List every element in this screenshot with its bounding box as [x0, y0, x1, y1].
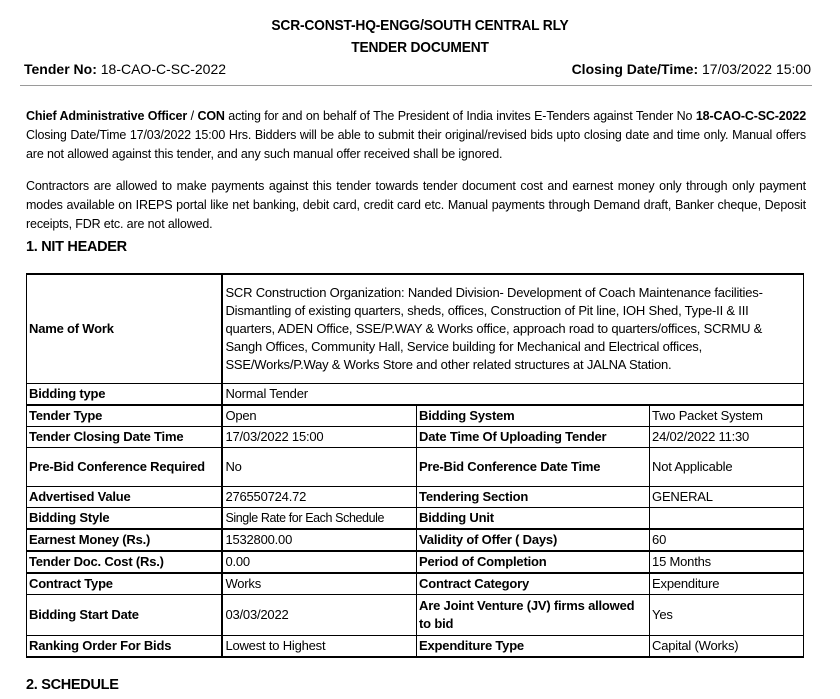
row-label: Bidding Style	[27, 508, 223, 530]
row-label: Earnest Money (Rs.)	[27, 529, 223, 551]
row-value: Single Rate for Each Schedule	[222, 508, 416, 530]
closing-date-label: Closing Date/Time:	[571, 61, 699, 77]
tender-number-label: Tender No:	[24, 61, 97, 77]
row-value: 24/02/2022 11:30	[650, 427, 804, 448]
row-value: No	[222, 448, 416, 487]
name-of-work-value: SCR Construction Organization: Nanded Division- Development of Coach Maintenance facilities- Dismantling of existing quarters, sheds, offices, Construction of Pit line, IOH Shed, Type-II & III quarters, ADEN Office, SSE/P.WAY & Works office, approach road to quarters/offices, SCRMU & Sangh Offices, Community Hall, Service building for Mechanical and Electrical offices, SSE/Works/P.Way & Works Store and other related structures at JALNA Station.	[222, 274, 803, 384]
tender-number	[24, 61, 226, 77]
table-row	[27, 573, 804, 595]
table-row	[27, 427, 804, 448]
row-value: Two Packet System	[650, 405, 804, 427]
table-row	[27, 487, 804, 508]
row-value: Capital (Works)	[650, 636, 804, 658]
row-value: 15 Months	[650, 551, 804, 573]
row-label: Expenditure Type	[417, 636, 650, 658]
row-label: Pre-Bid Conference Date Time	[417, 448, 650, 487]
row-label: Tender Type	[27, 405, 223, 427]
row-value: Yes	[650, 595, 804, 636]
document-title: SCR-CONST-HQ-ENGG/SOUTH CENTRAL RLY	[271, 17, 569, 34]
row-label: Tendering Section	[417, 487, 650, 508]
row-label: Bidding System	[417, 405, 650, 427]
row-value: Works	[222, 573, 416, 595]
table-row	[27, 636, 804, 658]
row-label: Tender Doc. Cost (Rs.)	[27, 551, 223, 573]
closing-date-time	[572, 61, 811, 77]
closing-date-value: 17/03/2022 15:00	[702, 61, 811, 77]
table-row	[27, 448, 804, 487]
officer-separator: /	[187, 109, 198, 123]
table-row	[27, 274, 804, 384]
name-of-work-label: Name of Work	[27, 274, 223, 384]
table-row	[27, 595, 804, 636]
intro-text-2: Closing Date/Time 17/03/2022 15:00 Hrs. Bidders will be able to submit their original/revised bids upto closing date and time only. Manual offers are not allowed against this tender, and any such manual offer received shall be ignored.	[26, 128, 806, 161]
row-value: 60	[650, 529, 804, 551]
row-label: Period of Completion	[417, 551, 650, 573]
row-value: Open	[222, 405, 416, 427]
officer-title: Chief Administrative Officer	[26, 109, 188, 123]
row-label: Tender Closing Date Time	[27, 427, 223, 448]
row-value: Expenditure	[650, 573, 804, 595]
row-value: GENERAL	[650, 487, 804, 508]
row-label: Contract Type	[27, 573, 223, 595]
header-divider	[20, 85, 812, 86]
row-value: 276550724.72	[222, 487, 416, 508]
bidding-type-value: Normal Tender	[222, 384, 803, 406]
bidding-type-label: Bidding type	[27, 384, 223, 406]
document-subtitle: TENDER DOCUMENT	[351, 39, 489, 56]
row-label: Pre-Bid Conference Required	[27, 448, 223, 487]
intro-text-1: acting for and on behalf of The President of India invites E-Tenders against Tender No	[224, 109, 696, 123]
row-label: Are Joint Venture (JV) firms allowed to bid	[417, 595, 650, 636]
nit-header-table	[26, 273, 804, 658]
row-label: Validity of Offer ( Days)	[417, 529, 650, 551]
officer-unit: CON	[197, 109, 225, 123]
payment-paragraph: Contractors are allowed to make payments against this tender towards tender document cost and earnest money only through only payment modes available on IREPS portal like net banking, debit card, credit card etc. Manual payments through Demand draft, Banker cheque, Deposit receipts, FDR etc. are not allowed.	[26, 179, 806, 231]
section-nit-header: 1. NIT HEADER	[26, 239, 127, 255]
row-value	[650, 508, 804, 530]
table-row	[27, 405, 804, 427]
row-value: 0.00	[222, 551, 416, 573]
intro-paragraph	[26, 107, 806, 164]
row-label: Bidding Unit	[417, 508, 650, 530]
table-row	[27, 551, 804, 573]
intro-tender-no: 18-CAO-C-SC-2022	[695, 109, 807, 123]
table-row	[27, 529, 804, 551]
row-value: 1532800.00	[222, 529, 416, 551]
row-label: Advertised Value	[27, 487, 223, 508]
row-value: Not Applicable	[650, 448, 804, 487]
row-value: 03/03/2022	[222, 595, 416, 636]
table-row	[27, 384, 804, 406]
row-value: 17/03/2022 15:00	[222, 427, 416, 448]
table-row	[27, 508, 804, 530]
row-label: Date Time Of Uploading Tender	[417, 427, 650, 448]
tender-number-value: 18-CAO-C-SC-2022	[100, 61, 227, 77]
row-label: Bidding Start Date	[27, 595, 223, 636]
section-schedule: 2. SCHEDULE	[26, 677, 119, 693]
row-value: Lowest to Highest	[222, 636, 416, 658]
row-label: Ranking Order For Bids	[27, 636, 223, 658]
row-label: Contract Category	[417, 573, 650, 595]
